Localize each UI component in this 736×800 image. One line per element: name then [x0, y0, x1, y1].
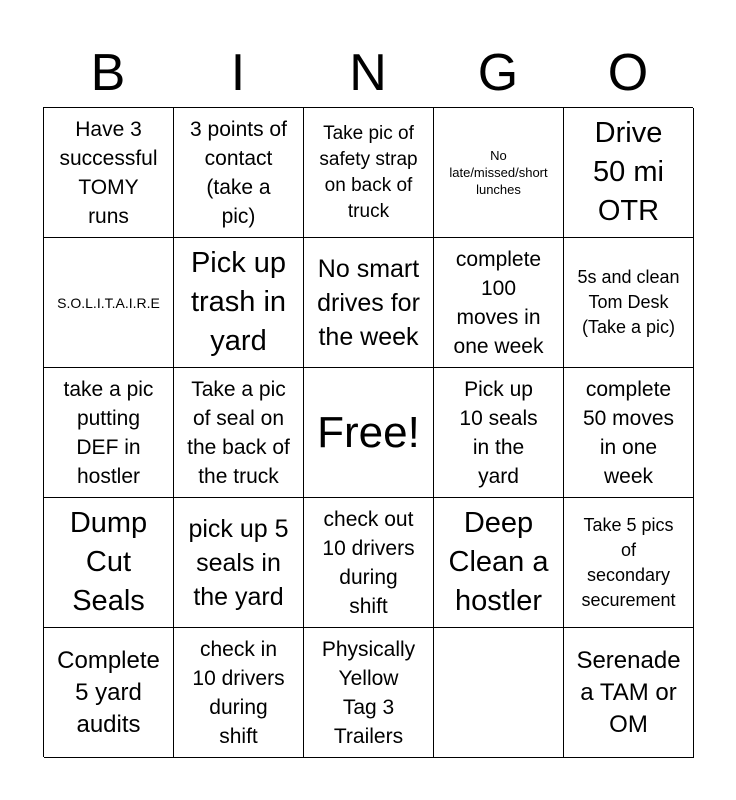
header-letter-b: B	[90, 44, 126, 102]
bingo-cell[interactable]: Deep Clean a hostler	[434, 498, 564, 628]
bingo-cell[interactable]: Serenade a TAM or OM	[564, 628, 694, 758]
bingo-cell[interactable]: Complete 5 yard audits	[44, 628, 174, 758]
bingo-header	[43, 40, 693, 106]
header-letter-g: G	[477, 44, 519, 102]
header-letter-o: O	[607, 44, 649, 102]
bingo-cell[interactable]: pick up 5 seals in the yard	[174, 498, 304, 628]
bingo-cell[interactable]: 3 points of contact (take a pic)	[174, 108, 304, 238]
bingo-cell[interactable]: Drive 50 mi OTR	[564, 108, 694, 238]
bingo-cell[interactable]: Have 3 successful TOMY runs	[44, 108, 174, 238]
bingo-cell[interactable]: Dump Cut Seals	[44, 498, 174, 628]
bingo-cell[interactable]: No late/missed/short lunches	[434, 108, 564, 238]
bingo-cell[interactable]: complete 50 moves in one week	[564, 368, 694, 498]
bingo-cell[interactable]: Pick up trash in yard	[174, 238, 304, 368]
bingo-cell[interactable]	[434, 628, 564, 758]
bingo-cell[interactable]: Pick up 10 seals in the yard	[434, 368, 564, 498]
bingo-cell[interactable]: Take a pic of seal on the back of the truck	[174, 368, 304, 498]
bingo-cell[interactable]: take a pic putting DEF in hostler	[44, 368, 174, 498]
bingo-grid	[43, 107, 693, 757]
bingo-cell[interactable]: complete 100 moves in one week	[434, 238, 564, 368]
bingo-cell[interactable]: 5s and clean Tom Desk (Take a pic)	[564, 238, 694, 368]
bingo-cell[interactable]: check out 10 drivers during shift	[304, 498, 434, 628]
bingo-cell[interactable]: check in 10 drivers during shift	[174, 628, 304, 758]
bingo-cell[interactable]: Take pic of safety strap on back of truck	[304, 108, 434, 238]
bingo-cell[interactable]: S.O.L.I.T.A.I.R.E	[44, 238, 174, 368]
free-space-cell[interactable]: Free!	[304, 368, 434, 498]
header-letter-n: N	[349, 44, 387, 102]
bingo-cell[interactable]: Take 5 pics of secondary securement	[564, 498, 694, 628]
bingo-cell[interactable]: Physically Yellow Tag 3 Trailers	[304, 628, 434, 758]
bingo-cell[interactable]: No smart drives for the week	[304, 238, 434, 368]
header-letter-i: I	[230, 44, 246, 102]
